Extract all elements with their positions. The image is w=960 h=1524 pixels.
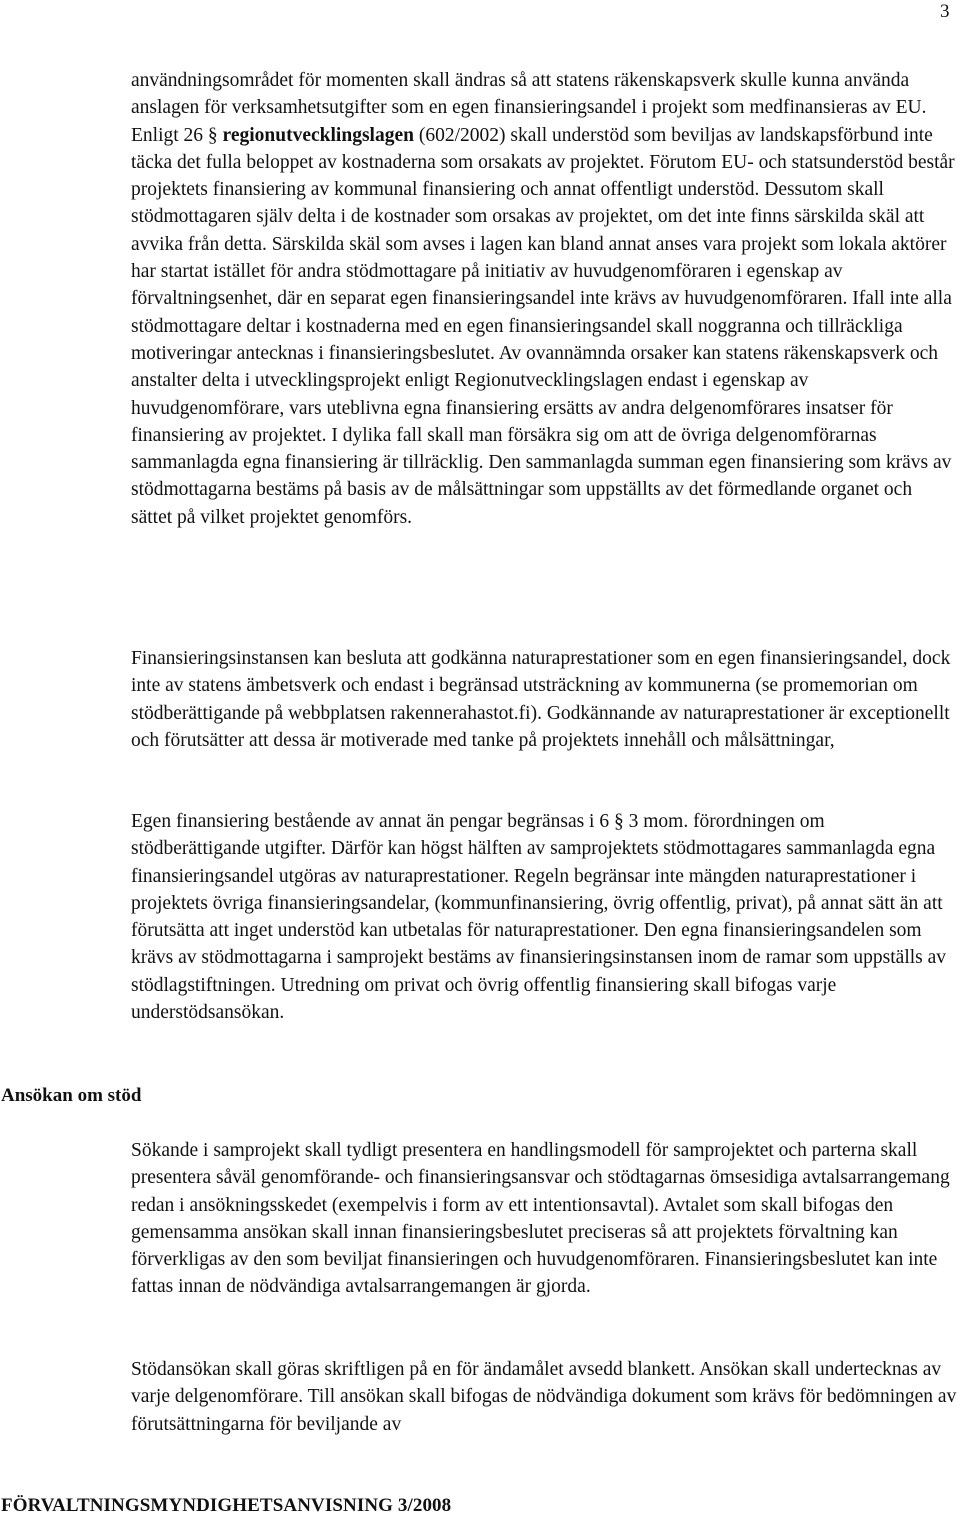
bold-law-name: regionutvecklingslagen	[222, 124, 414, 146]
paragraph-joint-project: Sökande i samprojekt skall tydligt presentera en handlingsmodell för samprojektet och parterna skall presentera såväl genomförande- och finansieringsansvar och stödtagarnas ömsesidiga avtalsarrangemang redan i ansökningsskedet (exempelvis i form av ett intentionsavtal). Avtalet som skall bifogas den gemensamma ansökan skall innan finansieringsbeslutet preciseras så att projektets förvaltning kan förverkligas av den som beviljat finansieringen och huvudgenomföraren. Finansieringsbeslutet kan inte fattas innan de nödvändiga avtalsarrangemangen är gjorda.	[131, 1140, 950, 1298]
paragraph-non-monetary-financing: Egen finansiering bestående av annat än pengar begränsas i 6 § 3 mom. förordningen om stödberättigande utgifter. Därför kan högst hälften av samprojektets stödmottagares sammanlagda egna finansieringsandel utgöras av naturaprestationer. Regeln begränsar inte mängden naturaprestationer i projektets övriga finansieringsandelar, (kommunfinansiering, övrig offentlig, privat), på annat sätt än att förutsätta att inget understöd kan utbetalas för naturaprestationer. Den egna finansieringsandelen som krävs av stödmottagarna i samprojekt bestäms av finansieringsinstansen inom de ramar som uppställs av stödlagstiftningen. Utredning om privat och övrig offentlig finansiering skall bifogas varje understödsansökan.	[131, 811, 947, 1024]
page-number: 3	[940, 1, 950, 22]
body-section-in-kind	[131, 645, 957, 754]
body-section-joint-project	[131, 1137, 957, 1301]
body-section-financing	[131, 67, 957, 531]
document-footer: FÖRVALTNINGSMYNDIGHETSANVISNING 3/2008	[1, 1495, 452, 1516]
paragraph-application-form: Stödansökan skall göras skriftligen på en för ändamålet avsedd blankett. Ansökan skall undertecknas av varje delgenomförare. Till ansökan skall bifogas de nödvändiga dokument som krävs för bedömningen av förutsättningarna för beviljande av	[131, 1359, 957, 1435]
body-section-application-form	[131, 1356, 957, 1438]
paragraph-text: användningsområdet för momenten skall ändras så att statens räkenskapsverk skulle kunna använda anslagen för verksamhetsutgifter som en egen finansieringsandel i projekt som medfinansieras av EU. Enligt 26 §	[131, 70, 927, 146]
paragraph-in-kind-contributions: Finansieringsinstansen kan besluta att godkänna naturaprestationer som en egen finansieringsandel, dock inte av statens ämbetsverk och endast i begränsad utsträckning av kommunerna (se promemorian om stödberättigande på webbplatsen rakennerahastot.fi). Godkännande av naturaprestationer är exceptionellt och förutsätter att dessa är motiverade med tanke på projektets innehåll och målsättningar,	[131, 648, 951, 751]
body-section-non-monetary	[131, 808, 957, 1026]
paragraph-own-financing	[131, 67, 957, 531]
paragraph-text: (602/2002) skall understöd som beviljas av landskapsförbund inte täcka det fulla beloppet av kostnaderna som orsakats av projektet. Förutom EU- och statsunderstöd består projektets finansiering av kommunal finansiering och annat offentligt understöd. Dessutom skall stödmottagaren själv delta i de kostnader som orsakas av projektet, om det inte finns särskilda skäl att avvika från detta. Särskilda skäl som avses i lagen kan bland annat anses vara projekt som lokala aktörer har startat istället för andra stödmottagare på initiativ av huvudgenomföraren i egenskap av förvaltningsenhet, där en separat egen finansieringsandel inte krävs av huvudgenomföraren. Ifall inte alla stödmottagare deltar i kostnaderna med en egen finansieringsandel skall noggranna och tillräckliga motiveringar antecknas i finansieringsbeslutet. Av ovannämnda orsaker kan statens räkenskapsverk och anstalter delta i utvecklingsprojekt enligt Regionutvecklingslagen endast i egenskap av huvudgenomförare, vars uteblivna egna finansiering ersätts av andra delgenomförares insatser för finansiering av projektet. I dylika fall skall man försäkra sig om att de övriga delgenomförarnas sammanlagda egna finansiering är tillräcklig. Den sammanlagda summan egen finansiering som krävs av stödmottagarna bestäms på basis av de målsättningar som uppställts av det förmedlande organet och sättet på vilket projektet genomförs.	[131, 124, 955, 528]
section-heading-application: Ansökan om stöd	[1, 1085, 142, 1106]
